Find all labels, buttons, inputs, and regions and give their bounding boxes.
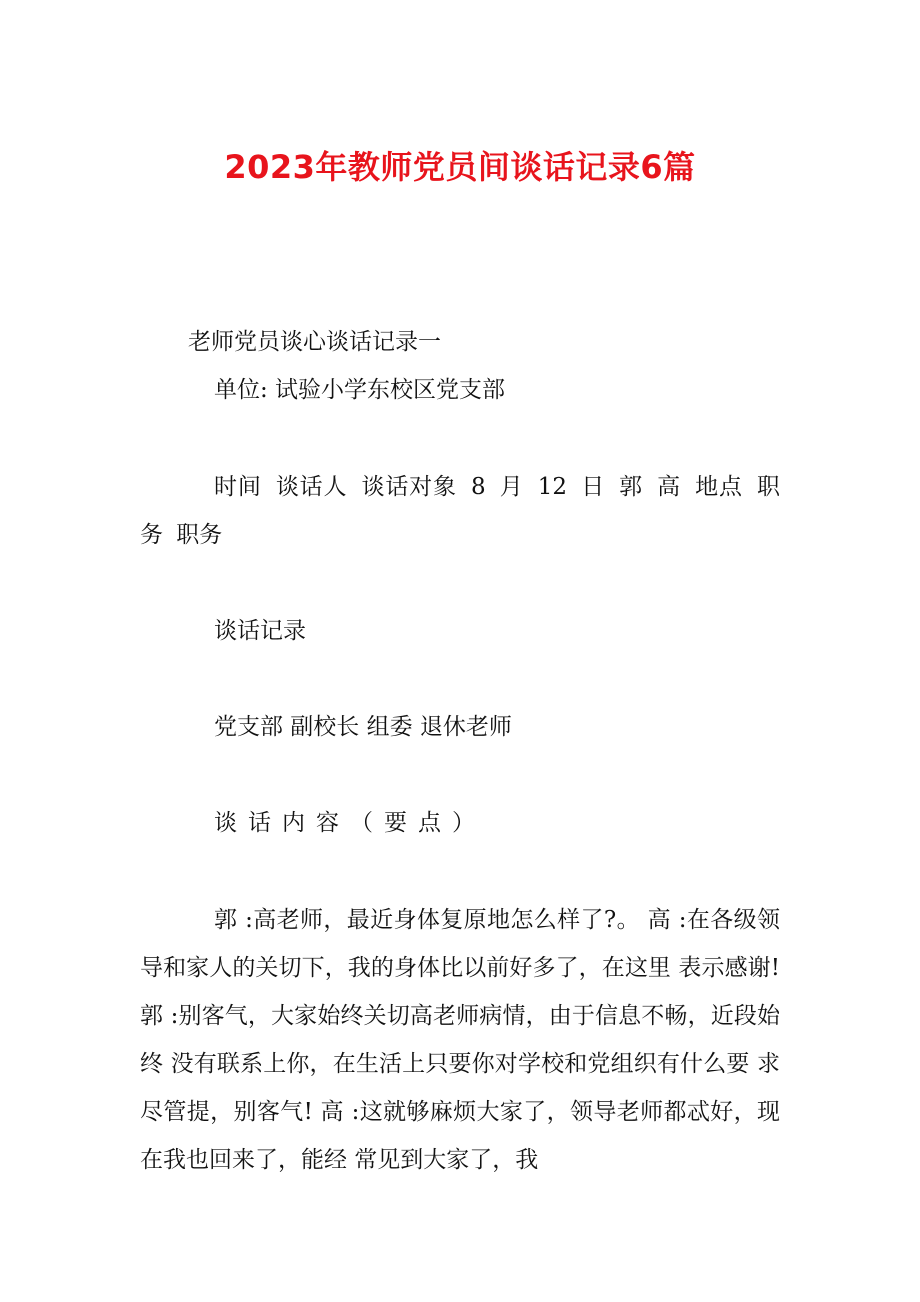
record-heading: 谈话记录 [214,618,306,644]
section-subtitle: 老师党员谈心谈话记录一 [188,329,441,355]
time-line: 时间 谈话人 谈话对象 8 月 12 日 郭 高 地点 职务 职务 [140,474,780,548]
content-heading: 谈话内容（要点） [214,810,486,836]
roles-line: 党支部 副校长 组委 退休老师 [214,714,512,740]
dialogue-paragraph: 郭 :高老师，最近身体复原地怎么样了?。 高 :在各级领导和家人的关切下，我的身体比以前好多了，在这里 表示感谢! 郭 :别客气，大家始终关切高老师病情，由于信息不畅，近段始终 没有联系上你，在生活上只要你对学校和党组织有什么要 求尽管提，别客气! 高 :这就够麻烦大家了，领导老师都忒好，现在我也回来了，能经 常见到大家了，我 [140,907,780,1173]
document-title: 2023年教师党员间谈话记录6篇 [224,148,696,186]
unit-line: 单位: 试验小学东校区党支部 [214,377,506,403]
